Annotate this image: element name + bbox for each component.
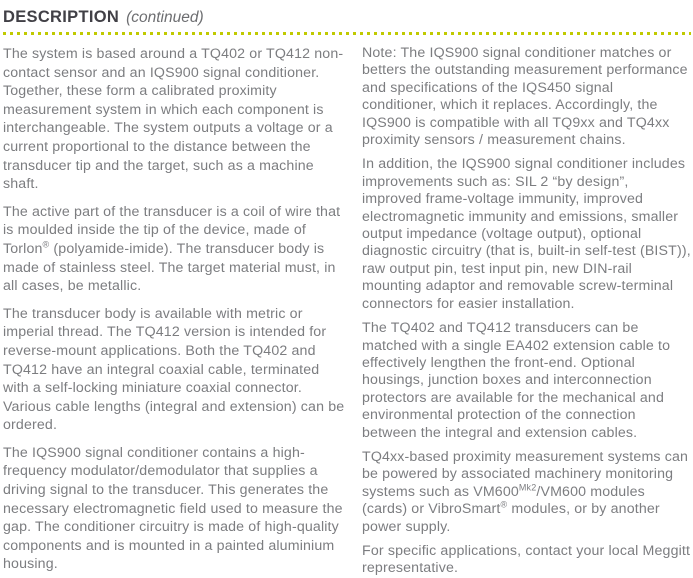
right-column [362,45,691,578]
superscript-text: ® [500,499,508,510]
paragraph [362,543,691,578]
paragraph-text: TQ4xx-based proximity measurement systems can be powered by associated machinery monitoring systems such as VM600 [362,448,689,500]
paragraph [3,444,347,574]
paragraph [362,320,691,442]
paragraph [362,156,691,313]
paragraph-text: The system is based around a TQ402 or TQ412 non-contact sensor and an IQS900 signal conditioner. Together, these form a calibrated proximity measurement system in which each component is interchangeable. The system outputs a voltage or a current proportional to the distance between the transducer tip and the target, such as a machine shaft. [3,46,344,193]
superscript-text: Mk2 [518,482,537,493]
paragraph-text: /VM600 modules (cards) or VibroSmart [362,483,645,518]
superscript-text: ® [42,239,50,250]
paragraph [3,45,347,194]
paragraph-text: The active part of the transducer is a coil of wire that is moulded inside the tip of the device, made of Torlon [3,203,341,257]
paragraph-text: Note: The IQS900 signal conditioner matches or betters the outstanding measurement performance and specifications of the IQS450 signal conditioner, which it replaces. Accordingly, the IQS900 is compatible with all TQ9xx and TQ4xx proximity sensors / measurement chains. [362,45,688,149]
paragraph-text: (polyamide-imide). The transducer body is made of stainless steel. The target material must, in all cases, be metallic. [3,240,336,295]
paragraph [3,305,347,435]
paragraph [362,449,691,536]
left-column [3,45,347,578]
section-title: DESCRIPTION [3,8,120,26]
paragraph [3,203,347,296]
section-header [3,8,691,27]
dotted-divider [3,32,691,35]
paragraph-text: The transducer body is available with metric or imperial thread. The TQ412 version is intended for reverse-mount applications. Both the TQ402 and TQ412 have an integral coaxial cable, terminated with a self-locking miniature coaxial connector. Various cable lengths (integral and extension) can be ordered. [3,305,345,434]
paragraph-text: In addition, the IQS900 signal conditioner includes improvements such as: SIL 2 “by design”, improved frame-voltage immunity, improved electromagnetic immunity and emissions, smaller output impedance (voltage output), optional diagnostic circuitry (that is, built-in self-test (BIST)), raw output pin, test input pin, new DIN-rail mounting adaptor and removable screw-terminal connectors for easier installation. [362,156,691,312]
paragraph-text: modules, or by another power supply. [362,501,660,535]
paragraph-text: The IQS900 signal conditioner contains a high-frequency modulator/demodulator that supplies a driving signal to the transducer. This generates the necessary electromagnetic field used to measure the gap. The conditioner circuitry is made of high-quality components and is mounted in a painted aluminium housing. [3,444,343,573]
paragraph-text: For specific applications, contact your local Meggitt representative. [362,542,691,577]
section-subtitle: (continued) [126,9,204,26]
two-column-body [3,45,691,578]
paragraph [362,45,691,149]
paragraph-text: The TQ402 and TQ412 transducers can be matched with a single EA402 extension cable to effectively lengthen the front-end. Optional housings, junction boxes and interconnection protectors are available for the mechanical and environmental protection of the connection between the integral and extension cables. [362,320,671,441]
